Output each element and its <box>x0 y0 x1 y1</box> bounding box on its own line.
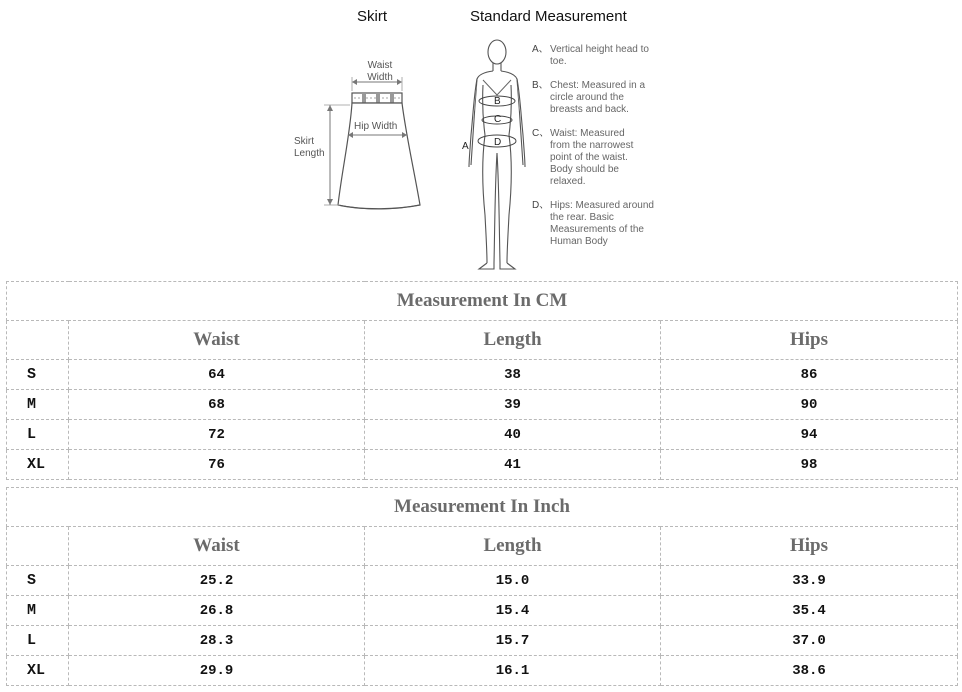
note-b <box>532 80 652 116</box>
column-header-length: Length <box>365 321 661 360</box>
table-row <box>7 360 958 390</box>
table-cell: 16.1 <box>365 656 661 686</box>
note-a-key: A、 <box>532 44 549 55</box>
column-header-hips: Hips <box>661 321 958 360</box>
column-header-length: Length <box>365 527 661 566</box>
note-c <box>532 128 646 188</box>
table-cell: 86 <box>661 360 958 390</box>
table-cell: 15.7 <box>365 626 661 656</box>
skirt-title: Skirt <box>357 8 387 25</box>
table-cell: 68 <box>69 390 365 420</box>
table-cell: 28.3 <box>69 626 365 656</box>
table-cell: 64 <box>69 360 365 390</box>
size-cell: S <box>7 566 69 596</box>
note-d-key: D、 <box>532 200 550 211</box>
table-cell: 94 <box>661 420 958 450</box>
column-header <box>7 321 69 360</box>
skirt-length-label: Skirt Length <box>294 136 325 159</box>
size-cell: L <box>7 626 69 656</box>
size-cell: S <box>7 360 69 390</box>
note-a <box>532 44 660 68</box>
note-c-text: Waist: Measured from the narrowest point of the waist. Body should be relaxed. <box>550 128 634 187</box>
table-cell: 25.2 <box>69 566 365 596</box>
skirt-diagram <box>280 55 440 215</box>
table-cell: 38.6 <box>661 656 958 686</box>
size-table-cm <box>6 281 958 480</box>
table-row <box>7 450 958 480</box>
table-row <box>7 390 958 420</box>
waist-width-label: Waist Width <box>367 60 393 83</box>
table-cell: 37.0 <box>661 626 958 656</box>
note-d <box>532 200 658 248</box>
table-header-row <box>7 527 958 566</box>
table-row <box>7 626 958 656</box>
note-c-key: C、 <box>532 128 550 139</box>
table-header-row <box>7 321 958 360</box>
body-diagram <box>455 35 535 275</box>
size-cell: XL <box>7 450 69 480</box>
table-cell: 76 <box>69 450 365 480</box>
table-cell: 90 <box>661 390 958 420</box>
column-header-hips: Hips <box>661 527 958 566</box>
size-cell: M <box>7 596 69 626</box>
standard-measurement-title: Standard Measurement <box>470 8 627 25</box>
marker-a: A <box>462 141 469 152</box>
table-cell: 72 <box>69 420 365 450</box>
marker-c: C <box>494 114 502 125</box>
table-row <box>7 566 958 596</box>
measurement-illustration <box>0 0 962 278</box>
size-table-inch <box>6 487 958 686</box>
size-cell: L <box>7 420 69 450</box>
column-header-waist: Waist <box>69 321 365 360</box>
table-cell: 26.8 <box>69 596 365 626</box>
table-title: Measurement In Inch <box>7 488 958 527</box>
marker-b: B <box>494 96 501 107</box>
table-cell: 40 <box>365 420 661 450</box>
table-cell: 41 <box>365 450 661 480</box>
column-header <box>7 527 69 566</box>
table-cell: 29.9 <box>69 656 365 686</box>
table-row <box>7 656 958 686</box>
table-cell: 98 <box>661 450 958 480</box>
table-row <box>7 596 958 626</box>
hip-width-label: Hip Width <box>354 121 398 132</box>
size-cell: M <box>7 390 69 420</box>
table-title: Measurement In CM <box>7 282 958 321</box>
column-header-waist: Waist <box>69 527 365 566</box>
note-b-key: B、 <box>532 80 549 91</box>
table-cell: 33.9 <box>661 566 958 596</box>
table-cell: 35.4 <box>661 596 958 626</box>
table-cell: 39 <box>365 390 661 420</box>
note-b-text: Chest: Measured in a circle around the breasts and back. <box>550 80 646 115</box>
table-cell: 38 <box>365 360 661 390</box>
marker-d: D <box>494 137 502 148</box>
note-a-text: Vertical height head to toe. <box>550 44 649 67</box>
size-cell: XL <box>7 656 69 686</box>
table-row <box>7 420 958 450</box>
table-cell: 15.0 <box>365 566 661 596</box>
table-cell: 15.4 <box>365 596 661 626</box>
note-d-text: Hips: Measured around the rear. Basic Measurements of the Human Body <box>550 200 654 247</box>
